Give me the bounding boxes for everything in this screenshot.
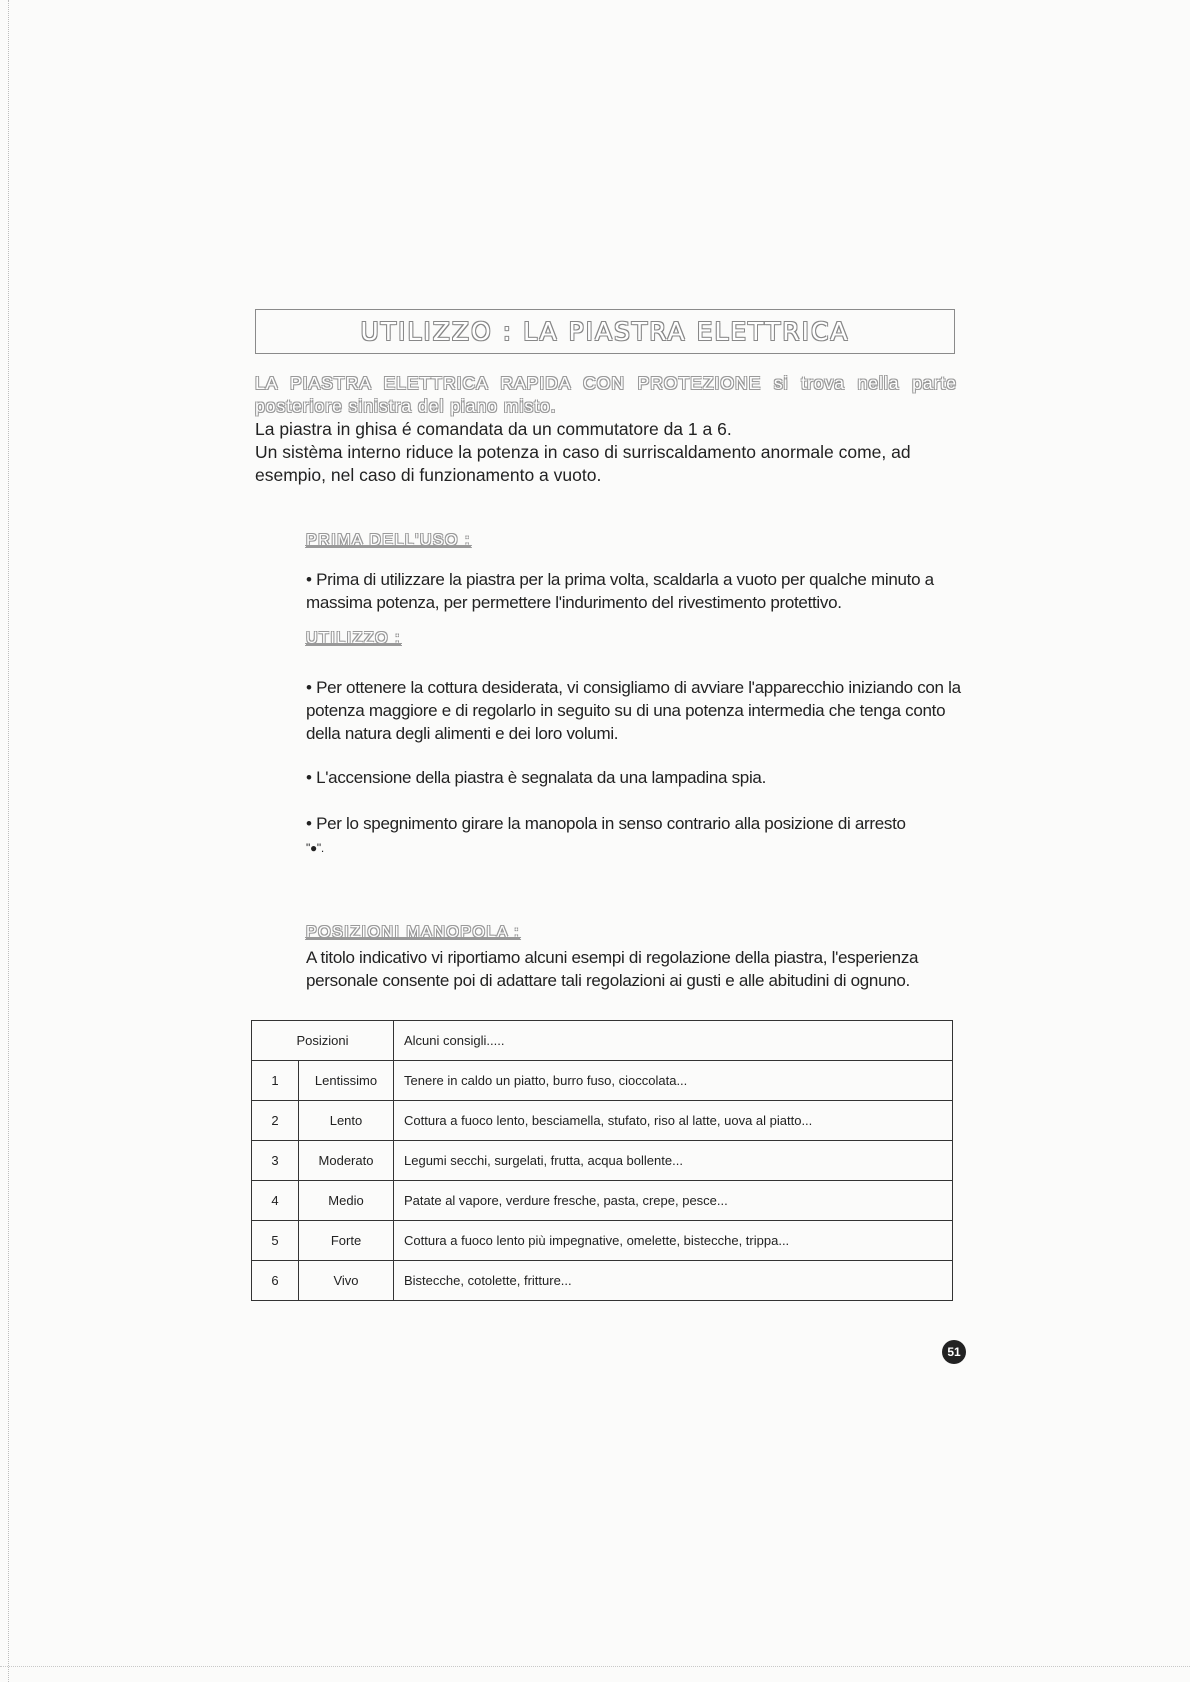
off-position-symbol: "●". xyxy=(306,841,324,855)
table-cell-position-number: 3 xyxy=(252,1141,299,1181)
table-cell-position-number: 6 xyxy=(252,1261,299,1301)
page-left-edge xyxy=(0,0,9,1682)
page-number-badge: 51 xyxy=(942,1340,966,1364)
table-cell-advice: Patate al vapore, verdure fresche, pasta, crepe, pesce... xyxy=(394,1181,953,1221)
table-cell-advice: Legumi secchi, surgelati, frutta, acqua bollente... xyxy=(394,1141,953,1181)
section-heading-utilizzo: UTILIZZO : xyxy=(306,630,401,647)
utilizzo-paragraph-3-text: • Per lo spegnimento girare la manopola in senso contrario alla posizione di arresto xyxy=(306,814,906,833)
table-row xyxy=(252,1261,953,1301)
table-cell-level: Medio xyxy=(299,1181,394,1221)
table-header-advice: Alcuni consigli..... xyxy=(394,1021,953,1061)
table-cell-position-number: 1 xyxy=(252,1061,299,1101)
intro-section xyxy=(255,372,957,487)
section-heading-posizioni-manopola: POSIZIONI MANOPOLA : xyxy=(306,924,521,941)
table-row xyxy=(252,1141,953,1181)
intro-line-2: Un sistèma interno riduce la potenza in caso di surriscaldamento anormale come, ad esempio, nel caso di funzionamento a vuoto. xyxy=(255,442,911,485)
table-cell-level: Forte xyxy=(299,1221,394,1261)
table-cell-advice: Bistecche, cotolette, fritture... xyxy=(394,1261,953,1301)
intro-heading: LA PIASTRA ELETTRICA RAPIDA CON PROTEZIONE si trova nella parte posteriore sinistra del piano misto. xyxy=(255,373,957,416)
intro-line-1: La piastra in ghisa é comandata da un commutatore da 1 a 6. xyxy=(255,419,732,439)
table-cell-level: Moderato xyxy=(299,1141,394,1181)
table-cell-advice: Tenere in caldo un piatto, burro fuso, cioccolata... xyxy=(394,1061,953,1101)
settings-table xyxy=(251,1020,953,1301)
utilizzo-paragraph-3 xyxy=(306,812,961,860)
table-row xyxy=(252,1061,953,1101)
utilizzo-paragraph-2: • L'accensione della piastra è segnalata da una lampadina spia. xyxy=(306,768,767,787)
section-heading-prima-uso: PRIMA DELL'USO : xyxy=(306,532,471,549)
page-title-box xyxy=(255,309,955,354)
table-cell-position-number: 2 xyxy=(252,1101,299,1141)
utilizzo-paragraph-1: • Per ottenere la cottura desiderata, vi consigliamo di avviare l'apparecchio iniziando con la potenza maggiore e di regolarlo in seguito su di una potenza intermedia che tenga conto della natura degli alimenti e dei loro volumi. xyxy=(306,678,961,743)
table-header-positions: Posizioni xyxy=(252,1021,394,1061)
page-title: UTILIZZO : LA PIASTRA ELETTRICA xyxy=(360,317,850,346)
table-header-row xyxy=(252,1021,953,1061)
table-cell-level: Lentissimo xyxy=(299,1061,394,1101)
table-cell-position-number: 5 xyxy=(252,1221,299,1261)
table-row xyxy=(252,1101,953,1141)
table-cell-level: Lento xyxy=(299,1101,394,1141)
posizioni-manopola-text: A titolo indicativo vi riportiamo alcuni esempi di regolazione della piastra, l'esperienza personale consente poi di adattare tali regolazioni ai gusti e alle abitudini di ognuno. xyxy=(306,948,919,990)
table-row xyxy=(252,1181,953,1221)
prima-uso-text: • Prima di utilizzare la piastra per la prima volta, scaldarla a vuoto per qualche minuto a massima potenza, per permettere l'indurimento del rivestimento protettivo. xyxy=(306,570,934,612)
table-cell-position-number: 4 xyxy=(252,1181,299,1221)
page-bottom-edge xyxy=(0,1666,1190,1669)
table-row xyxy=(252,1221,953,1261)
table-cell-advice: Cottura a fuoco lento più impegnative, omelette, bistecche, trippa... xyxy=(394,1221,953,1261)
table-cell-advice: Cottura a fuoco lento, besciamella, stufato, riso al latte, uova al piatto... xyxy=(394,1101,953,1141)
table-cell-level: Vivo xyxy=(299,1261,394,1301)
